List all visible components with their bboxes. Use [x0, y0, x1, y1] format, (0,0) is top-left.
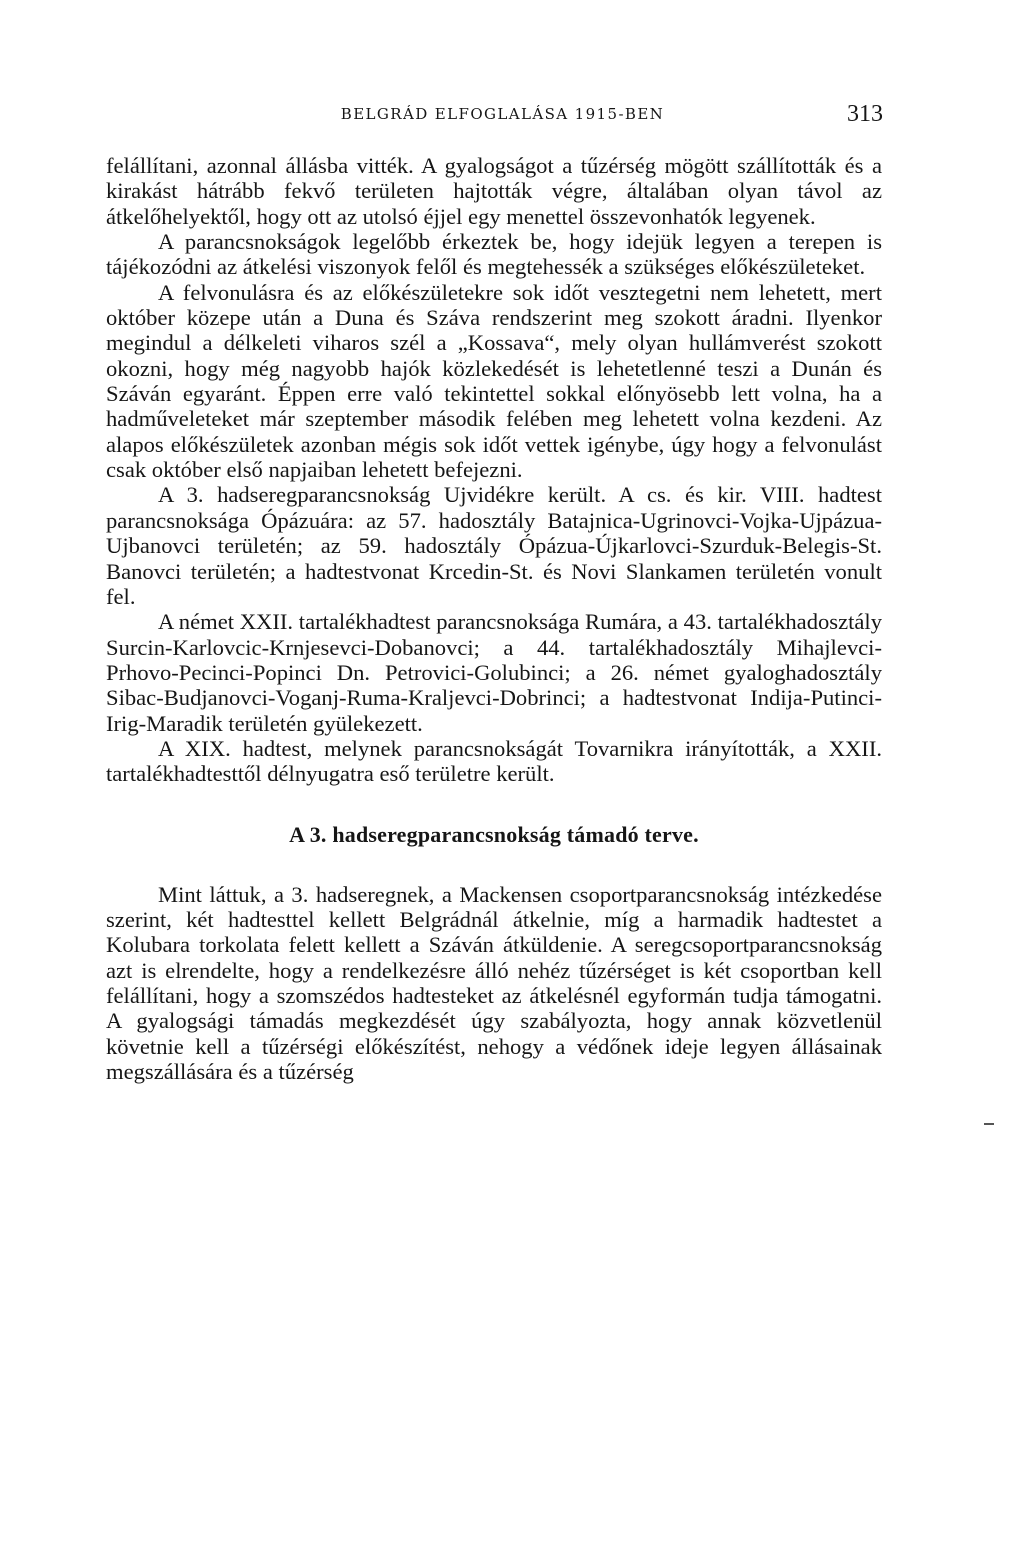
running-title: BELGRÁD ELFOGLALÁSA 1915-BEN	[340, 105, 665, 123]
paragraph: Mint láttuk, a 3. hadseregnek, a Mackensen csoportparancsnokság intézkedése szerint, két hadtesttel kellett Belgrádnál átkelnie, míg a harmadik hadtestet a Kolubara torkolata felett kellett a Száván átküldenie. A seregcsoportparancsnokság azt is elrendelte, hogy a rendelkezésre álló nehéz tűzérséget is két csoportban kell felállítani, hogy a szomszédos hadtesteket az átkelésnél egyformán tudja támogatni. A gyalogsági támadás megkezdését úgy szabályozta, hogy annak közvetlenül követnie kell a tűzérségi előkészítést, nehogy a védőnek ideje legyen állásainak megszállására és a tűzérség	[106, 881, 882, 1084]
paragraph: A 3. hadseregparancsnokság Ujvidékre került. A cs. és kir. VIII. hadtest parancsnoksága Ópázuára: az 57. hadosztály Batajnica-Ugrinovci-Vojka-Ujpázua-Ujbanovci területén; az 59. hadosztály Ópázua-Újkarlovci-Szurduk-Belegis-St. Banovci területén; a hadtestvonat Krcedin-St. és Novi Slankamen területén vonult fel.	[106, 482, 882, 609]
paragraph: A XIX. hadtest, melynek parancsnokságát Tovarnikra irányították, a XXII. tartalékhadtesttől délnyugatra eső területre került.	[106, 735, 882, 787]
running-head	[105, 101, 883, 133]
body-text	[106, 153, 882, 1084]
paragraph: A parancsnokságok legelőbb érkeztek be, hogy idejük legyen a terepen is tájékozódni az átkelési viszonyok felől és megtehessék a szükséges előkészületeket.	[106, 229, 882, 280]
page-number: 313	[847, 101, 883, 127]
paragraph: A felvonulásra és az előkészületekre sok időt vesztegetni nem lehetett, mert október közepe után a Duna és Száva rendszerint meg szokott áradni. Ilyenkor megindul a délkeleti viharos szél a „Kossava“, mely olyan hullámverést szokott okozni, hogy még nagyobb hajók közlekedését is lehetetlenné teszi a Dunán és Száván egyaránt. Éppen erre való tekintettel sokkal előnyösebb lett volna, ha a hadműveleteket már szeptember második felében meg lehetett volna kezdeni. Az alapos előkészületek azonban mégis sok időt vettek igénybe, úgy hogy a felvonulást csak október első napjaiban lehetett befejezni.	[106, 279, 882, 483]
section-heading: A 3. hadseregparancsnokság támadó terve.	[289, 821, 699, 847]
paragraph: A német XXII. tartalékhadtest parancsnoksága Rumára, a 43. tartalékhadosztály Surcin-Karlovcic-Krnjesevci-Dobanovci; a 44. tartalékhadosztály Mihajlevci-Prhovo-Pecinci-Popinci Dn. Petrovici-Golubinci; a 26. német gyaloghadosztály Sibac-Budjanovci-Voganj-Ruma-Kraljevci-Dobrinci; a hadtestvonat Indija-Putinci-Irig-Maradik területén gyülekezett.	[106, 609, 882, 736]
margin-mark	[984, 1123, 994, 1125]
paragraph: felállítani, azonnal állásba vitték. A gyalogságot a tűzérség mögött szállították és a kirakást hátrább fekvő területen hajtották végre, általában olyan távol az átkelőhelyektől, hogy ott az utolsó éjjel egy menettel összevonhatók legyenek.	[106, 153, 882, 229]
